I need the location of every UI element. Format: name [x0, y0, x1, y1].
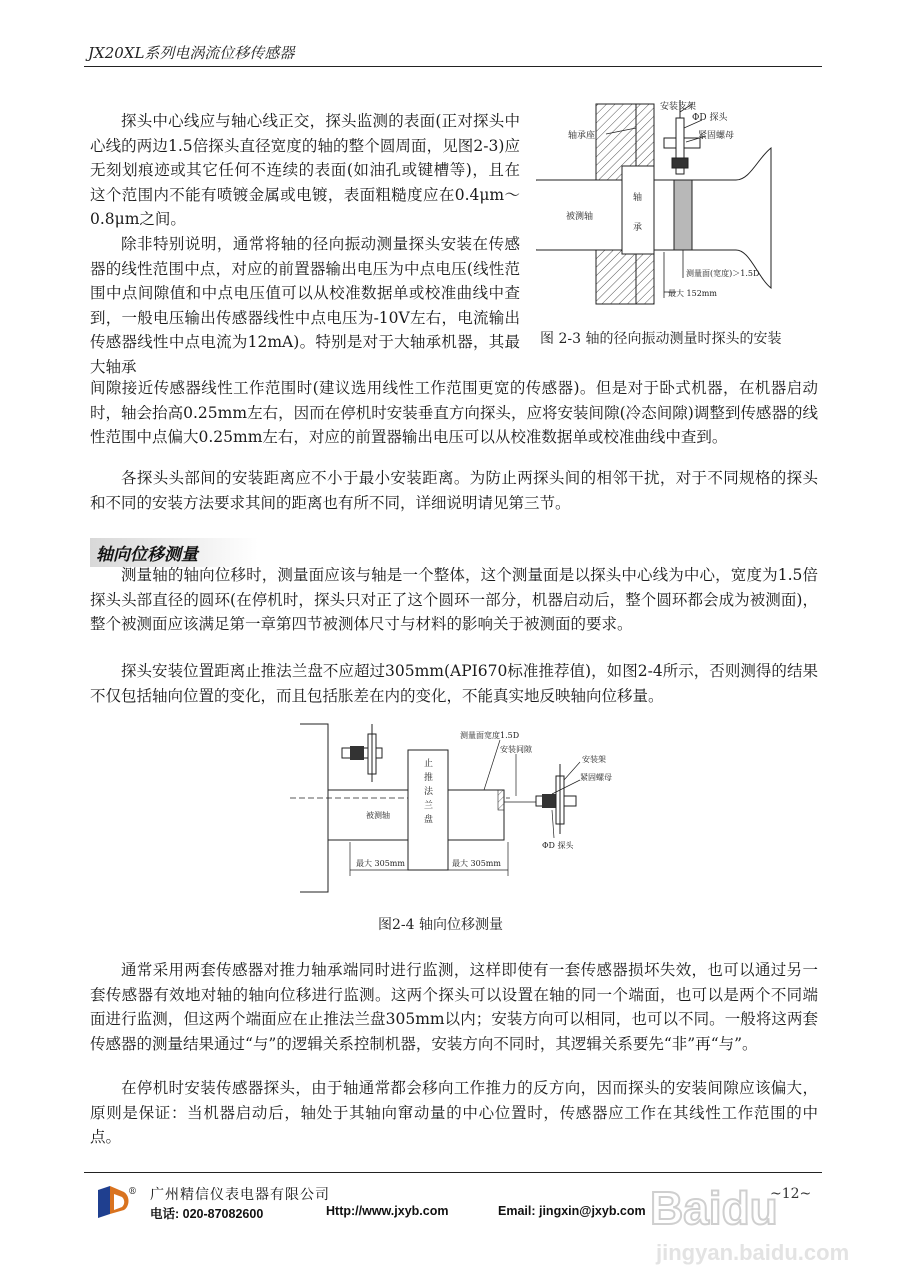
paragraph-axial-surface: 测量轴的轴向位移时，测量面应该与轴是一个整体，这个测量面是以探头中心线为中心，宽度为1.5倍探头头部直径的圆环(在停机时，探头只对正了这个圆环一部分，机器启动后，整个圆环都会成为被测面)，整个被测面应该满足第一章第四节被测体尺寸与材料的影响关于被测面的要求。 — [90, 566, 818, 633]
fig24-label-bracket: 安装架 — [582, 755, 606, 764]
watermark-brand: Baidu — [650, 1182, 778, 1234]
fig24-label-max-right: 最大 305mm — [452, 859, 501, 868]
footer-website-link[interactable]: Http://www.jxyb.com — [326, 1204, 449, 1218]
watermark-site: jingyan.baidu.com — [656, 1240, 850, 1265]
paragraph-flange-distance: 探头安装位置距离止推法兰盘不应超过305mm(API670标准推荐值)，如图2-4所示，否则测得的结果不仅包括轴向位置的变化，而且包括胀差在内的变化，不能真实地反映轴向位移量。 — [90, 662, 818, 705]
fig24-label-nut: 紧固螺母 — [580, 773, 612, 782]
page-header-title: JX20XL系列电涡流位移传感器 — [88, 44, 295, 62]
footer-company-name: 广州精信仪表电器有限公司 — [150, 1187, 330, 1203]
paragraph-install-gap: 在停机时安装传感器探头，由于轴通常都会移向工作推力的反方向，因而探头的安装间隙应该偏大，原则是保证：当机器启动后，轴处于其轴向窜动量的中心位置时，传感器应工作在其线性工作范围的中点。 — [90, 1079, 818, 1146]
page-number: ~12~ — [770, 1186, 812, 1202]
fig24-label-shaft: 被测轴 — [366, 811, 390, 820]
figure-2-3-caption: 图 2-3 轴的径向振动测量时探头的安装 — [540, 331, 782, 347]
fig23-label-bearing-1: 轴 — [633, 193, 643, 203]
fig24-label-flange-4: 兰 — [424, 801, 434, 811]
fig23-label-max: 最大 152mm — [668, 289, 717, 298]
figure-2-4-diagram — [290, 720, 620, 900]
baidu-watermark — [640, 1172, 890, 1272]
fig23-label-surface: 测量面(宽度)＞1.5D — [686, 269, 760, 278]
fig23-label-nut: 紧固螺母 — [698, 131, 735, 141]
logo-registered-mark: ® — [128, 1187, 137, 1197]
measure-surface — [674, 180, 692, 250]
fig23-label-bearing-2: 承 — [633, 223, 643, 233]
paragraph-min-distance: 各探头头部间的安装距离应不小于最小安装距离。为防止两探头间的相邻干扰，对于不同规格的探头和不同的安装方法要求其间的距离也有所不同，详细说明请见第三节。 — [90, 469, 818, 512]
footer-phone: 电话: 020-87082600 — [150, 1207, 264, 1221]
fig24-label-flange-3: 法 — [424, 787, 434, 797]
fig24-label-gap: 安装间隙 — [500, 745, 532, 754]
footer-email-link[interactable]: Email: jingxin@jxyb.com — [498, 1204, 646, 1218]
fig23-label-bracket: 安装支架 — [660, 102, 697, 112]
figure-2-3-diagram — [536, 98, 826, 330]
paragraph-dual-sensors: 通常采用两套传感器对推力轴承端同时进行监测，这样即使有一套传感器损坏失效，也可以通过另一套传感器有效地对轴的轴向位移进行监测。这两个探头可以设置在轴的同一个端面，也可以是两个不同端面进行监测，但这两个端面应在止推法兰盘305mm以内；安装方向可以相同，也可以不同。一般将这两套传感器的测量结果通过“与”的逻辑关系控制机器，安装方向不同时，其逻辑关系要先“非”再“与”。 — [90, 961, 818, 1053]
left-housing — [300, 724, 328, 892]
paragraph-radial-mount-b: 间隙接近传感器线性工作范围时(建议选用线性工作范围更宽的传感器)。但是对于卧式机器，在机器启动时，轴会抬高0.25mm左右，因而在停机时安装垂直方向探头，应将安装间隙(冷态间隙)调整到传感器的线性范围中点偏大0.25mm左右，对应的前置器输出电压可以从校准数据单或校准曲线中查到。 — [90, 379, 818, 446]
paragraph-probe-alignment: 探头中心线应与轴心线正交，探头监测的表面(正对探头中心线的两边1.5倍探头直径宽度的轴的整个圆周面，见图2-3)应无刻划痕迹或其它任何不连续的表面(如油孔或键槽等)，且在这个范围内不能有喷镀金属或电镀，表面粗糙度应在0.4μm～0.8μm之间。 — [90, 112, 520, 228]
fig24-label-surface-width: 测量面宽度1.5D — [460, 731, 520, 740]
section-title-axial: 轴向位移测量 — [90, 538, 258, 567]
figure-2-4-caption: 图2-4 轴向位移测量 — [378, 917, 503, 933]
measure-face — [498, 790, 504, 810]
fig24-label-probe: ΦD 探头 — [542, 841, 574, 850]
fig24-label-flange-1: 止 — [424, 759, 434, 769]
bearing — [622, 166, 654, 254]
company-logo-icon — [94, 1184, 138, 1220]
fig24-label-max-left: 最大 305mm — [356, 859, 405, 868]
fig24-label-flange-2: 推 — [424, 773, 434, 783]
fig24-label-flange-5: 盘 — [424, 815, 434, 825]
fig23-label-bearing-seat: 轴承座 — [568, 131, 596, 141]
header-rule — [84, 66, 822, 67]
fig23-label-shaft: 被测轴 — [566, 212, 594, 222]
fig23-label-probe: ΦD 探头 — [692, 113, 728, 123]
paragraph-radial-mount-a: 除非特别说明，通常将轴的径向振动测量探头安装在传感器的线性范围中点，对应的前置器输出电压为中点电压(线性范围中点间隙值和中点电压值可以从校准数据单或校准曲线中查到，一般电压输出传感器线性中点电压为-10V左右，电流输出传感器线性中点电流为12mA)。特别是对于大轴承机器，其最大轴承 — [90, 235, 520, 376]
